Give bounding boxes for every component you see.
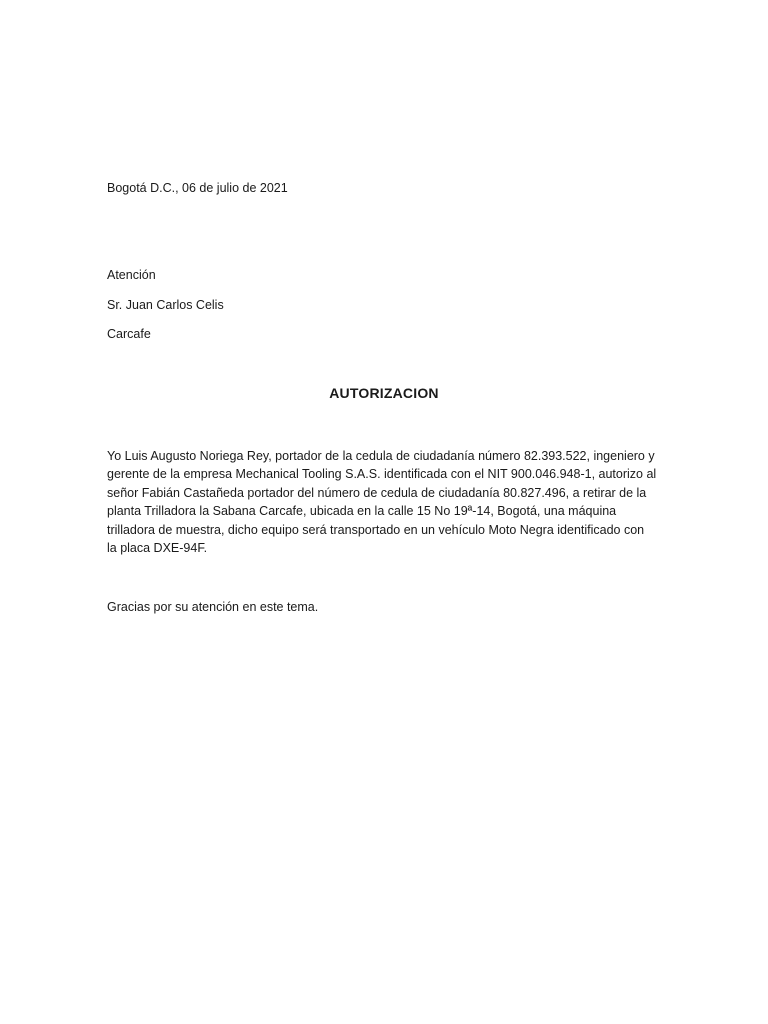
date-line: Bogotá D.C., 06 de julio de 2021	[107, 181, 288, 195]
closing-line: Gracias por su atención en este tema.	[107, 600, 319, 614]
document-title: AUTORIZACION	[329, 385, 439, 401]
body-line: gerente de la empresa Mechanical Tooling S.A.S. identificada con el NIT 900.046.948-1, autorizo al	[107, 467, 657, 482]
attention-label: Atención	[107, 268, 156, 282]
body-line: planta Trilladora la Sabana Carcafe, ubicada en la calle 15 No 19ª-14, Bogotá, una máquina	[107, 504, 617, 519]
body-line: Yo Luis Augusto Noriega Rey, portador de la cedula de ciudadanía número 82.393.522, ingeniero y	[107, 449, 655, 463]
recipient-company: Carcafe	[107, 327, 151, 341]
recipient-name: Sr. Juan Carlos Celis	[107, 298, 224, 312]
body-paragraph	[107, 447, 662, 557]
body-line: trilladora de muestra, dicho equipo será transportado en un vehículo Moto Negra identificado con	[107, 522, 645, 537]
body-line: señor Fabián Castañeda portador del número de cedula de ciudadanía 80.827.496, a retirar de la	[107, 485, 647, 500]
body-line: la placa DXE-94F.	[107, 541, 208, 556]
